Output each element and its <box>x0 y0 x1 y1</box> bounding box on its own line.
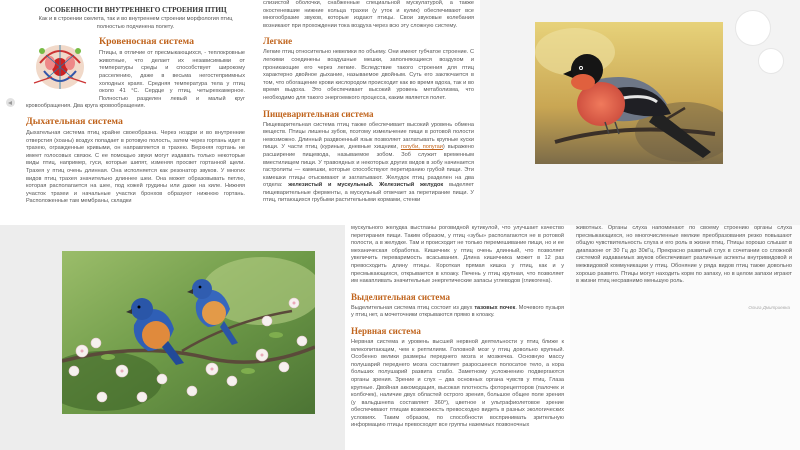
excretory-text-part2: . Мочевого пузыря у птиц нет, а мочеточники открываются прямо в клоаку. <box>351 304 564 319</box>
bluebirds-blossom-photo <box>62 251 315 414</box>
page-title: ОСОБЕННОСТИ ВНУТРЕННЕГО СТРОЕНИЯ ПТИЦ <box>44 6 227 14</box>
digestive-text <box>263 122 474 206</box>
bird-anatomy-illustration <box>26 33 94 95</box>
article-page-internal-structure <box>0 0 255 225</box>
digestive-text-part2: ) выражено расширение пищевода, называемое зобом. Зоб служит временным вместилищем пищи. У травоядных и некоторых других видов в зобу начинается гастролиты — камешки, которые способствуют перетиранию грубой пищи. Эти камешки птицы отыскивают и заглатывают. Желудок птиц разделен на два отдела: <box>263 144 474 189</box>
decorative-circle <box>735 10 771 46</box>
article-page-excretory-nervous <box>345 225 570 450</box>
decorative-circle <box>758 48 784 74</box>
glandular-stomach-bold: железистый и мускульный. Железистый желудок <box>288 182 444 189</box>
lungs-heading: Легкие <box>263 36 293 47</box>
pelvic-kidneys-bold: тазовых почек <box>474 304 516 311</box>
senses-text: животных. Органы слуха напоминают по своему строению органы слуха пресмыкающихся, но многочисленные мелкие преобразования резко повышают общую чувствительность слуха и его роль в жизни птиц. Птицы хорошо слышат в диапазоне от 30 Гц до 30кГц. Прекрасно развитый слух в сочетании со сложной системой издаваемых звуков обеспечивает различные аспекты внутривидовой и межвидовой коммуникации у птиц. Обоняние у ряда видов птиц также довольно хорошо развито. Птицы могут находить корм по запаху, но в целом запахи играют в жизни птиц несравнимо меньшую роль. <box>576 225 792 285</box>
lungs-text: Легкие птиц относительно невелики по объему. Они имеют губчатое строение. С легкими соединены воздушные мешки, заполняющиеся воздухом и проникающие его через легкие. Вследствие такого строения для птиц характерно двойное дыхание, называемое двойным. Суть его заключается в том, что обогащение крови кислородом происходит как во время вдоха, так и во время выдоха. Это обеспечивает высокий уровень метаболизма, что необходимо для такого энергоемкого процесса, каким является полет. <box>263 49 474 101</box>
chevron-left-icon[interactable] <box>6 98 15 107</box>
bullfinch-photo-panel <box>480 0 800 225</box>
digestive-heading: Пищеварительная система <box>263 108 374 119</box>
respiratory-text: Дыхательная система птиц крайне своеобразна. Через ноздри и во внутренние отверстия (хоаны) воздух попадает в ротовую полость, затем через гортань идет в трахею, огражденные кривыми, он направляется в трахею. Верхняя гортань не имеет голосовых связок. С ее помощью звуки могут издавать только некоторые виды птиц, например, гуси, которые шипят, изменяя просвет гортанной щели. Трахея у птиц очень длинная. Она исполняется как резонатор звуков. У многих видов птиц трахея значительно длиннее шеи. Она может образовывать петлю, которая располагается на шее, под кожей грудины или даже на киле. Нижняя участок трахеи и начальные участки бронхов образуют нижнюю гортань. Расположенные там мембраны, складки <box>26 129 245 205</box>
article-page-lungs-digestion <box>255 0 480 225</box>
excretory-text-part1: Выделительная система птиц состоит из двух <box>351 304 473 311</box>
excretory-text <box>351 305 564 320</box>
pigeons-link[interactable]: голуби, попугаи <box>400 144 443 151</box>
digestive-text-part3: выделяет пищеварительные ферменты, а мускульный отвечает за перетирание пищи. У птиц, питающихся грубыми растительными кормами, стенки <box>263 182 474 204</box>
respiratory-continued-text: слизистой оболочки, снабженные специальной мускулатурой, а также окостеневшие нижние кольца трахеи (у уток и кулик) обеспечивают все многообразие звуков, которые издают птицы. Свои звуковые колебания возникают при прохождении тока воздуха через всю эту сложную систему. <box>263 0 474 29</box>
digestive-continued-text: мускульного желудка выстланы роговидной кутикулой, что улучшает качество перетирания пищи. Таким образом, у птиц «зубы» располагаются не в ротовой полости, а в желудке. Там и происходит не только перемешивание пищи, но и ее механическая обработка. Кишечник у птиц очень длинный, что позволяет увеличить переваримость всасывания. Длина кишечника может в 12 раз превосходить длину птицы. Короткая прямая кишка у птиц, как и у пресмыкающихся, открывается в клоаку. Печень у птиц крупная, что позволяет им накапливать значительные энергетические запасы углеводов (гликогена). <box>351 225 564 285</box>
bluebirds-photo-panel <box>0 225 345 450</box>
circulatory-heading: Кровеносная система <box>99 36 195 48</box>
respiratory-heading: Дыхательная система <box>26 115 123 127</box>
intro-text: Как и в строении скелета, так и во внутреннем строении морфология птиц полностью подчинена полету. <box>38 16 233 30</box>
digestive-text-part1: Пищеварительная система птиц также обеспечивает высокий уровень обмена веществ. Птицы лишены зубов, поэтому измельчение пищи в ротовой полости невозможно. Длинный раздвоенный язык позволяет заглатывать крупные куски пищи. У части птиц (куриные, дневные хищники, <box>263 121 474 151</box>
author-signature: Ольга Дмитриевна <box>748 305 790 310</box>
excretory-heading: Выделительная система <box>351 291 450 302</box>
bullfinch-photo <box>535 22 723 164</box>
circulatory-text: Птицы, в отличие от пресмыкающихся, - теплокровные животные, что делает их независимыми от температуры среды и способствует широкому расселению, даже в весьма негостеприимных холодных краях. Средняя температура тела у птиц около 41 °С. Сердце у птиц, четырехкамерное. Полностью разделен левый и малый круг кровообращения. Два круга кровообращения. <box>26 50 245 110</box>
article-page-senses <box>570 225 800 450</box>
nervous-text: Нервная система и уровень высшей нервной деятельности у птиц ближе к млекопитающим, чем к рептилиям. Головной мозг у птиц довольно крупный. Особенно велики размеры переднего мозга и мозжечка. Основную массу полушарий переднего мозга составляет разросшееся полосатое тело, а кора больших полушарий развита слабо. Заметному усложнению подвергаются органы зрения. Зрение и слух – два основных органа чувств у птиц. Глаза крупные. Двойная аккомодация, высокая плотность фоторецепторов (палочек и колбочек), наличие двух областей острого зрения, большое общее поле зрения (у вальдшнепа составляет 360°), цветное и ультрафиолетовое зрение обеспечивают птицам возможность превосходно видеть в разных экологических условиях. Таким образом, по способности воспринимать зрительную информацию птицы превосходят все группы наземных позвоночных <box>351 338 564 429</box>
nervous-heading: Нервная система <box>351 325 421 336</box>
